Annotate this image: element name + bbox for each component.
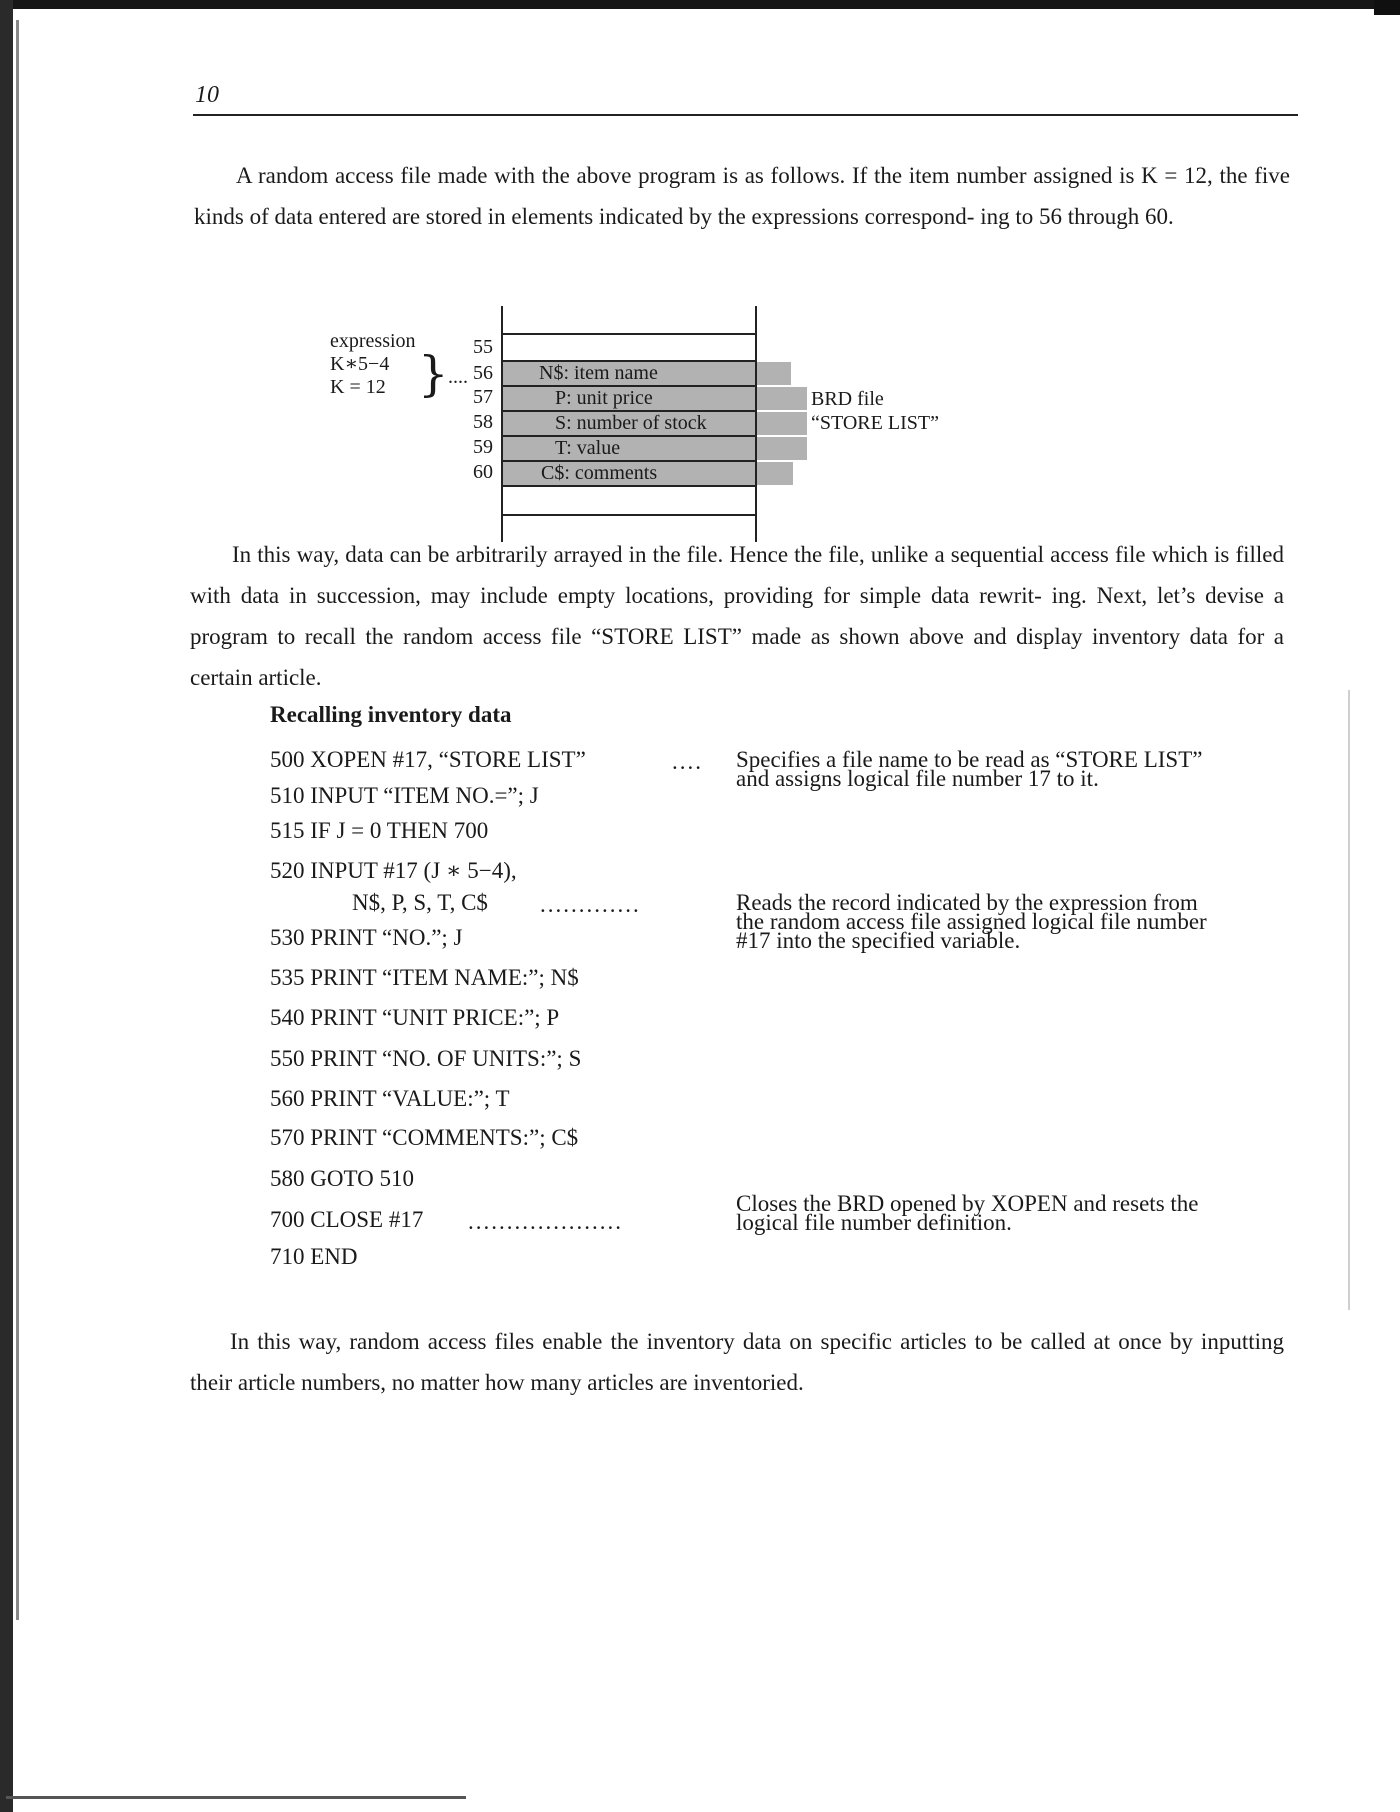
note-line: Specifies a file name to be read as “STORE LIST”: [736, 747, 1203, 772]
code-line: 550 PRINT “NO. OF UNITS:”; S: [270, 1046, 582, 1071]
program-note: [736, 747, 1284, 791]
code-line: 700 CLOSE #17: [270, 1207, 424, 1232]
leader-dots: ....................: [468, 1209, 623, 1234]
file-cell: N$: item name: [503, 362, 791, 385]
row-number: 56: [473, 362, 493, 384]
paragraph-text: In this way, random access files enable the inventory data on specific articles to be called at once by inputting their article numbers, no matter how many articles are inventoried.: [190, 1329, 1284, 1395]
table-rule: [501, 333, 757, 335]
note-line: logical file number definition.: [736, 1210, 1012, 1235]
file-diagram: [320, 300, 980, 540]
code-line: 530 PRINT “NO.”; J: [270, 925, 463, 950]
file-cell: S: number of stock: [503, 412, 807, 435]
note-line: #17 into the specified variable.: [736, 928, 1021, 953]
scan-edge-left-inner: [16, 20, 19, 1620]
file-cell: P: unit price: [503, 387, 807, 410]
table-rule: [501, 514, 757, 516]
paragraph-conclusion: [190, 1321, 1284, 1403]
table-rule: [501, 360, 757, 362]
table-border: [501, 306, 503, 542]
table-rule: [501, 485, 757, 487]
section-heading: Recalling inventory data: [270, 702, 512, 727]
row-number: 59: [473, 436, 493, 458]
code-line: 520 INPUT #17 (J ∗ 5−4),: [270, 858, 517, 883]
brace-icon: }: [418, 346, 449, 402]
program-note: [736, 1191, 1284, 1235]
paragraph-text: A random access file made with the above program is as follows. If the item number assigned is K = 12, the five kinds of data entered are stored in elements indicated by the expressions correspond- ing to 56 through 60.: [194, 163, 1291, 229]
code-line: 535 PRINT “ITEM NAME:”; N$: [270, 965, 579, 990]
scan-margin-mark: [1348, 690, 1350, 1310]
code-line: 580 GOTO 510: [270, 1166, 414, 1191]
paragraph-text: In this way, data can be arbitrarily arrayed in the file. Hence the file, unlike a sequential access file which is filled with data in succession, may include empty locations, providing for simple data rewrit- ing. Next, let’s devise a program to recall the random access file “STORE LIST” made as shown above and display inventory data for a certain article.: [190, 542, 1284, 690]
code-line: 500 XOPEN #17, “STORE LIST”: [270, 747, 586, 772]
code-line: 710 END: [270, 1244, 358, 1269]
code-line: 515 IF J = 0 THEN 700: [270, 818, 489, 843]
code-line: 540 PRINT “UNIT PRICE:”; P: [270, 1005, 560, 1030]
table-border: [755, 306, 757, 542]
file-cell: T: value: [503, 437, 807, 460]
row-number: 60: [473, 461, 493, 483]
paragraph-explanation: [190, 534, 1284, 698]
code-line: 510 INPUT “ITEM NO.=”; J: [270, 783, 539, 808]
row-number: 55: [473, 336, 493, 358]
paragraph-intro: [194, 155, 1290, 237]
scan-edge-bottom: [6, 1796, 466, 1799]
leader-dots: ....: [448, 366, 468, 388]
table-rule: [501, 410, 757, 412]
note-line: Reads the record indicated by the expression from: [736, 890, 1198, 915]
row-number: 57: [473, 386, 493, 408]
code-line: 560 PRINT “VALUE:”; T: [270, 1086, 510, 1111]
header-rule: [193, 114, 1298, 116]
row-number: 58: [473, 411, 493, 433]
leader-dots: ....: [672, 749, 703, 774]
file-table: [501, 306, 757, 542]
code-line: 570 PRINT “COMMENTS:”; C$: [270, 1125, 579, 1150]
program-note: [736, 890, 1284, 953]
file-label-type: BRD file: [811, 388, 884, 410]
note-line: Closes the BRD opened by XOPEN and resets the: [736, 1191, 1199, 1216]
note-line: and assigns logical file number 17 to it.: [736, 766, 1099, 791]
leader-dots: .............: [540, 892, 641, 917]
table-rule: [501, 460, 757, 462]
file-label-name: “STORE LIST”: [811, 412, 939, 434]
scan-edge-left: [0, 0, 13, 1812]
note-line: the random access file assigned logical file number: [736, 909, 1207, 934]
code-line-continuation: N$, P, S, T, C$: [352, 890, 488, 915]
expression-k-value: K = 12: [330, 376, 386, 398]
scan-edge-top: [0, 0, 1378, 9]
table-rule: [501, 385, 757, 387]
expression-formula: K∗5−4: [330, 353, 390, 375]
page-number: 10: [195, 82, 219, 108]
expression-label: expression: [330, 330, 416, 352]
file-cell: C$: comments: [503, 462, 793, 485]
scan-edge-right: [1374, 0, 1400, 15]
table-rule: [501, 435, 757, 437]
